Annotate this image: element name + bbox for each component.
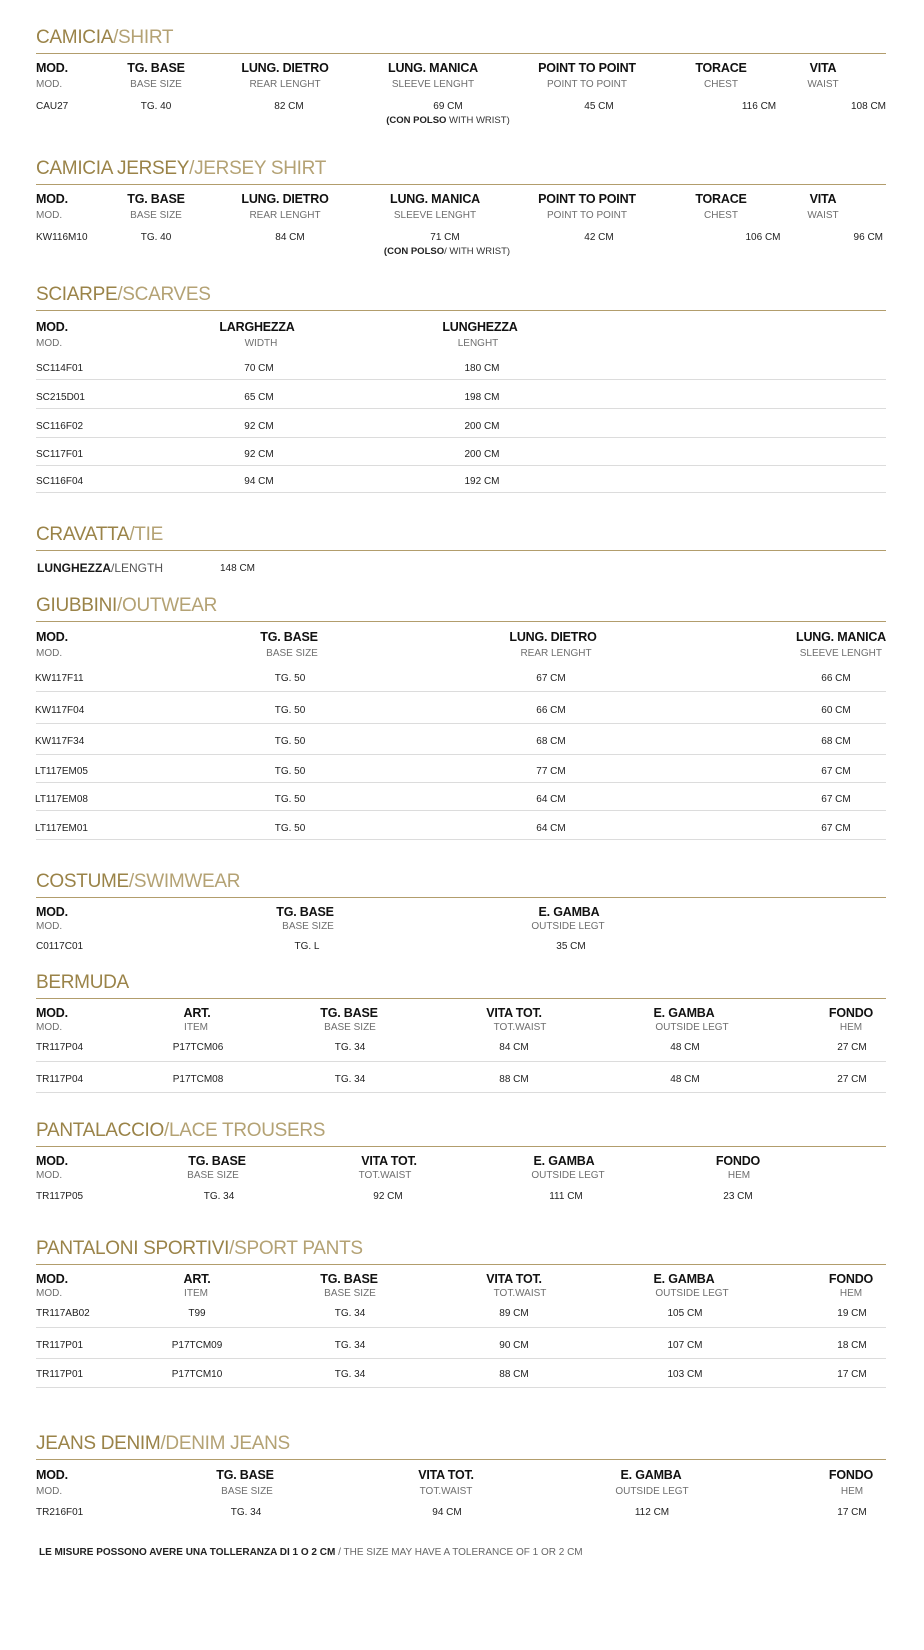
cell-value: C0117C01 bbox=[36, 941, 84, 952]
col-subheader: LENGHT bbox=[457, 338, 499, 349]
cell-value: 89 CM bbox=[499, 1308, 529, 1319]
cell-value: 200 CM bbox=[464, 449, 500, 460]
cell-value: LT117EM08 bbox=[35, 794, 88, 805]
cell-value: 82 CM bbox=[274, 101, 304, 112]
section-rule bbox=[36, 1459, 886, 1460]
col-subheader: OUTSIDE LEGT bbox=[655, 1288, 729, 1299]
col-subheader: REAR LENGHT bbox=[249, 210, 321, 221]
cell-value: T99 bbox=[188, 1308, 206, 1319]
col-subheader: TOT.WAIST bbox=[493, 1288, 547, 1299]
cell-value: TG. 50 bbox=[274, 823, 306, 834]
col-header: TG. BASE bbox=[320, 1272, 378, 1286]
col-header: VITA bbox=[809, 192, 837, 206]
col-header: VITA TOT. bbox=[418, 1468, 474, 1482]
col-subheader: MOD. bbox=[36, 1288, 63, 1299]
col-header: FONDO bbox=[715, 1154, 761, 1168]
cell-value: 94 CM bbox=[432, 1507, 462, 1518]
col-subheader: TOT.WAIST bbox=[493, 1022, 547, 1033]
cell-value: 67 CM bbox=[821, 794, 851, 805]
cell-value: KW117F11 bbox=[35, 673, 84, 684]
row-divider bbox=[36, 1092, 886, 1093]
section-title: CAMICIA JERSEY/JERSEY SHIRT bbox=[36, 158, 327, 179]
col-header: ART. bbox=[183, 1272, 211, 1286]
col-header: E. GAMBA bbox=[620, 1468, 682, 1482]
row-divider bbox=[36, 465, 886, 466]
row-divider bbox=[36, 1327, 886, 1328]
col-subheader: SLEEVE LENGHT bbox=[393, 210, 477, 221]
row-divider bbox=[36, 408, 886, 409]
col-header: VITA TOT. bbox=[486, 1006, 542, 1020]
section-title: CRAVATTA/TIE bbox=[36, 524, 163, 545]
col-subheader: WAIST bbox=[807, 79, 839, 90]
col-header: LUNG. MANICA bbox=[796, 630, 886, 644]
cell-value: KW117F04 bbox=[35, 705, 85, 716]
row-divider bbox=[36, 437, 886, 438]
cell-value: 112 CM bbox=[634, 1507, 670, 1518]
cell-value: 35 CM bbox=[556, 941, 586, 952]
cell-value: SC215D01 bbox=[36, 392, 85, 403]
col-subheader: BASE SIZE bbox=[130, 79, 182, 90]
section-rule bbox=[36, 53, 886, 54]
cell-value: 67 CM bbox=[536, 673, 566, 684]
col-subheader: BASE SIZE bbox=[221, 1486, 273, 1497]
cell-value: TG. 40 bbox=[140, 101, 172, 112]
wrist-note: (CON POLSO WITH WRIST) bbox=[386, 115, 510, 126]
section-title: GIUBBINI/OUTWEAR bbox=[36, 595, 218, 616]
cell-value: TR117P04 bbox=[36, 1042, 84, 1053]
cell-value: TG. 50 bbox=[274, 766, 306, 777]
cell-value: 67 CM bbox=[821, 823, 851, 834]
section-rule bbox=[36, 184, 886, 185]
cell-value: SC116F02 bbox=[36, 421, 84, 432]
col-header: MOD. bbox=[36, 61, 68, 75]
col-header: VITA TOT. bbox=[486, 1272, 542, 1286]
row-divider bbox=[36, 1387, 886, 1388]
section-rule bbox=[36, 1264, 886, 1265]
col-header: LUNG. MANICA bbox=[390, 192, 480, 206]
col-subheader: REAR LENGHT bbox=[520, 648, 592, 659]
col-subheader: REAR LENGHT bbox=[249, 79, 321, 90]
cell-value: TG. 34 bbox=[334, 1074, 366, 1085]
cell-value: 71 CM bbox=[430, 232, 460, 243]
cell-value: TG. 34 bbox=[334, 1042, 366, 1053]
col-header: LUNG. DIETRO bbox=[241, 61, 329, 75]
col-subheader: OUTSIDE LEGT bbox=[655, 1022, 729, 1033]
col-header: LUNG. DIETRO bbox=[241, 192, 329, 206]
cell-value: 84 CM bbox=[499, 1042, 529, 1053]
cell-value: 70 CM bbox=[244, 363, 274, 374]
col-subheader: HEM bbox=[840, 1486, 864, 1497]
length-label: LUNGHEZZA/LENGTH bbox=[37, 561, 164, 575]
cell-value: 92 CM bbox=[373, 1191, 403, 1202]
col-header: FONDO bbox=[828, 1272, 874, 1286]
col-header: LUNG. DIETRO bbox=[509, 630, 597, 644]
cell-value: TG. 34 bbox=[203, 1191, 235, 1202]
cell-value: 17 CM bbox=[837, 1507, 867, 1518]
col-header: LUNGHEZZA bbox=[442, 320, 518, 334]
cell-value: 48 CM bbox=[670, 1042, 700, 1053]
cell-value: TG. 50 bbox=[274, 794, 306, 805]
col-subheader: MOD. bbox=[36, 1022, 63, 1033]
row-divider bbox=[36, 839, 886, 840]
col-header: VITA bbox=[809, 61, 837, 75]
col-header: E. GAMBA bbox=[533, 1154, 595, 1168]
cell-value: 84 CM bbox=[275, 232, 305, 243]
cell-value: 69 CM bbox=[433, 101, 463, 112]
col-header: TG. BASE bbox=[188, 1154, 246, 1168]
col-header: FONDO bbox=[828, 1468, 874, 1482]
row-divider bbox=[36, 1061, 886, 1062]
cell-value: 88 CM bbox=[499, 1369, 529, 1380]
col-header: MOD. bbox=[36, 320, 68, 334]
cell-value: LT117EM01 bbox=[35, 823, 88, 834]
cell-value: TG. 50 bbox=[274, 736, 306, 747]
section-title: SCIARPE/SCARVES bbox=[36, 284, 211, 305]
cell-value: TG. 34 bbox=[230, 1507, 262, 1518]
col-subheader: BASE SIZE bbox=[266, 648, 318, 659]
section-title: COSTUME/SWIMWEAR bbox=[36, 871, 241, 892]
cell-value: 111 CM bbox=[549, 1191, 583, 1202]
cell-value: TG. 50 bbox=[274, 673, 306, 684]
cell-value: 94 CM bbox=[244, 476, 274, 487]
cell-value: 65 CM bbox=[244, 392, 274, 403]
cell-value: 64 CM bbox=[536, 794, 566, 805]
col-subheader: MOD. bbox=[36, 338, 63, 349]
col-subheader: MOD. bbox=[36, 79, 63, 90]
section-rule bbox=[36, 621, 886, 622]
row-divider bbox=[36, 691, 886, 692]
cell-value: 192 CM bbox=[464, 476, 500, 487]
section-title: CAMICIA/SHIRT bbox=[36, 27, 174, 48]
col-header: POINT TO POINT bbox=[538, 61, 636, 75]
cell-value: TG. 50 bbox=[274, 705, 306, 716]
cell-value: 92 CM bbox=[244, 449, 274, 460]
cell-value: 48 CM bbox=[670, 1074, 700, 1085]
cell-value: 200 CM bbox=[464, 421, 500, 432]
col-header: FONDO bbox=[828, 1006, 874, 1020]
col-subheader: TOT.WAIST bbox=[358, 1170, 412, 1181]
cell-value: TR117AB02 bbox=[36, 1308, 90, 1319]
cell-value: TG. 40 bbox=[140, 232, 172, 243]
section-title: JEANS DENIM/DENIM JEANS bbox=[36, 1433, 290, 1454]
cell-value: SC117F01 bbox=[36, 449, 84, 460]
cell-value: 180 CM bbox=[464, 363, 500, 374]
col-header: TG. BASE bbox=[276, 905, 334, 919]
section-rule bbox=[36, 998, 886, 999]
col-header: TORACE bbox=[695, 192, 747, 206]
section-rule bbox=[36, 310, 886, 311]
cell-value: 103 CM bbox=[667, 1369, 703, 1380]
cell-value: 45 CM bbox=[584, 101, 614, 112]
cell-value: 27 CM bbox=[837, 1074, 867, 1085]
col-header: TG. BASE bbox=[260, 630, 318, 644]
col-header: LUNG. MANICA bbox=[388, 61, 478, 75]
cell-value: 90 CM bbox=[499, 1340, 529, 1351]
section-rule bbox=[36, 897, 886, 898]
col-subheader: BASE SIZE bbox=[324, 1288, 376, 1299]
col-subheader: MOD. bbox=[36, 648, 63, 659]
row-divider bbox=[36, 1358, 886, 1359]
cell-value: 18 CM bbox=[837, 1340, 867, 1351]
row-divider bbox=[36, 379, 886, 380]
cell-value: TG. L bbox=[294, 941, 320, 952]
col-subheader: WIDTH bbox=[244, 338, 278, 349]
cell-value: 66 CM bbox=[536, 705, 566, 716]
cell-value: 64 CM bbox=[536, 823, 566, 834]
col-header: MOD. bbox=[36, 905, 68, 919]
col-subheader: MOD. bbox=[36, 1170, 63, 1181]
col-subheader: POINT TO POINT bbox=[546, 79, 628, 90]
col-header: ART. bbox=[183, 1006, 211, 1020]
cell-value: SC116F04 bbox=[36, 476, 84, 487]
col-subheader: OUTSIDE LEGT bbox=[615, 1486, 689, 1497]
col-subheader: HEM bbox=[839, 1022, 863, 1033]
cell-value: SC114F01 bbox=[36, 363, 84, 374]
cell-value: TR117P01 bbox=[36, 1369, 84, 1380]
col-subheader: BASE SIZE bbox=[187, 1170, 239, 1181]
row-divider bbox=[36, 782, 886, 783]
row-divider bbox=[36, 492, 886, 493]
cell-value: 198 CM bbox=[464, 392, 500, 403]
cell-value: CAU27 bbox=[36, 101, 69, 112]
col-header: LARGHEZZA bbox=[219, 320, 295, 334]
row-divider bbox=[36, 810, 886, 811]
col-subheader: MOD. bbox=[36, 210, 63, 221]
cell-value: 96 CM bbox=[853, 232, 883, 243]
section-rule bbox=[36, 1146, 886, 1147]
col-header: TG. BASE bbox=[127, 61, 185, 75]
cell-value: 108 CM bbox=[850, 101, 886, 112]
section-title: PANTALACCIO/LACE TROUSERS bbox=[36, 1120, 326, 1141]
cell-value: TR216F01 bbox=[36, 1507, 84, 1518]
cell-value: 68 CM bbox=[821, 736, 851, 747]
cell-value: P17TCM06 bbox=[172, 1042, 224, 1053]
col-header: MOD. bbox=[36, 630, 68, 644]
cell-value: KW117F34 bbox=[35, 736, 85, 747]
cell-value: 67 CM bbox=[821, 766, 851, 777]
cell-value: LT117EM05 bbox=[35, 766, 88, 777]
col-subheader: OUTSIDE LEGT bbox=[531, 1170, 605, 1181]
col-subheader: MOD. bbox=[36, 1486, 63, 1497]
cell-value: 107 CM bbox=[667, 1340, 703, 1351]
row-divider bbox=[36, 754, 886, 755]
col-subheader: CHEST bbox=[704, 79, 738, 90]
cell-value: 23 CM bbox=[723, 1191, 753, 1202]
cell-value: KW116M10 bbox=[36, 232, 88, 243]
cell-value: 17 CM bbox=[837, 1369, 867, 1380]
section-title: PANTALONI SPORTIVI/SPORT PANTS bbox=[36, 1238, 363, 1259]
wrist-note: (CON POLSO/ WITH WRIST) bbox=[383, 246, 511, 257]
cell-value: 19 CM bbox=[837, 1308, 867, 1319]
cell-value: 116 CM bbox=[741, 101, 777, 112]
length-value: 148 CM bbox=[220, 563, 256, 574]
col-header: MOD. bbox=[36, 1154, 68, 1168]
col-subheader: ITEM bbox=[184, 1022, 208, 1033]
cell-value: 105 CM bbox=[667, 1308, 703, 1319]
col-subheader: BASE SIZE bbox=[324, 1022, 376, 1033]
col-header: POINT TO POINT bbox=[538, 192, 636, 206]
section-rule bbox=[36, 550, 886, 551]
cell-value: TR117P04 bbox=[36, 1074, 84, 1085]
col-subheader: POINT TO POINT bbox=[546, 210, 628, 221]
col-subheader: HEM bbox=[839, 1288, 863, 1299]
col-subheader: TOT.WAIST bbox=[419, 1486, 473, 1497]
col-subheader: ITEM bbox=[184, 1288, 208, 1299]
cell-value: 66 CM bbox=[821, 673, 851, 684]
tolerance-note: LE MISURE POSSONO AVERE UNA TOLLERANZA DI 1 O 2 CM / THE SIZE MAY HAVE A TOLERANCE OF 1 OR 2 CM bbox=[39, 1547, 583, 1558]
col-header: TG. BASE bbox=[127, 192, 185, 206]
cell-value: TG. 34 bbox=[334, 1308, 366, 1319]
col-subheader: BASE SIZE bbox=[130, 210, 182, 221]
cell-value: 92 CM bbox=[244, 421, 274, 432]
col-subheader: CHEST bbox=[704, 210, 738, 221]
cell-value: TG. 34 bbox=[334, 1369, 366, 1380]
col-header: MOD. bbox=[36, 1468, 68, 1482]
cell-value: 77 CM bbox=[536, 766, 566, 777]
cell-value: 27 CM bbox=[837, 1042, 867, 1053]
col-header: VITA TOT. bbox=[361, 1154, 417, 1168]
col-header: TG. BASE bbox=[216, 1468, 274, 1482]
col-header: MOD. bbox=[36, 192, 68, 206]
cell-value: 42 CM bbox=[584, 232, 614, 243]
cell-value: 88 CM bbox=[499, 1074, 529, 1085]
section-title: BERMUDA bbox=[36, 972, 129, 993]
cell-value: TR117P05 bbox=[36, 1191, 84, 1202]
col-subheader: HEM bbox=[727, 1170, 751, 1181]
cell-value: 68 CM bbox=[536, 736, 566, 747]
col-header: TORACE bbox=[695, 61, 747, 75]
col-header: E. GAMBA bbox=[653, 1006, 715, 1020]
col-header: E. GAMBA bbox=[653, 1272, 715, 1286]
cell-value: 106 CM bbox=[745, 232, 781, 243]
cell-value: P17TCM09 bbox=[171, 1340, 223, 1351]
cell-value: P17TCM08 bbox=[172, 1074, 224, 1085]
cell-value: P17TCM10 bbox=[171, 1369, 223, 1380]
cell-value: TR117P01 bbox=[36, 1340, 84, 1351]
col-subheader: BASE SIZE bbox=[282, 921, 334, 932]
col-subheader: WAIST bbox=[807, 210, 839, 221]
col-header: TG. BASE bbox=[320, 1006, 378, 1020]
col-subheader: OUTSIDE LEGT bbox=[531, 921, 605, 932]
col-subheader: SLEEVE LENGHT bbox=[391, 79, 475, 90]
cell-value: 60 CM bbox=[821, 705, 851, 716]
col-subheader: MOD. bbox=[36, 921, 63, 932]
col-subheader: SLEEVE LENGHT bbox=[799, 648, 882, 659]
col-header: E. GAMBA bbox=[538, 905, 600, 919]
row-divider bbox=[36, 723, 886, 724]
col-header: MOD. bbox=[36, 1006, 68, 1020]
col-header: MOD. bbox=[36, 1272, 68, 1286]
cell-value: TG. 34 bbox=[334, 1340, 366, 1351]
